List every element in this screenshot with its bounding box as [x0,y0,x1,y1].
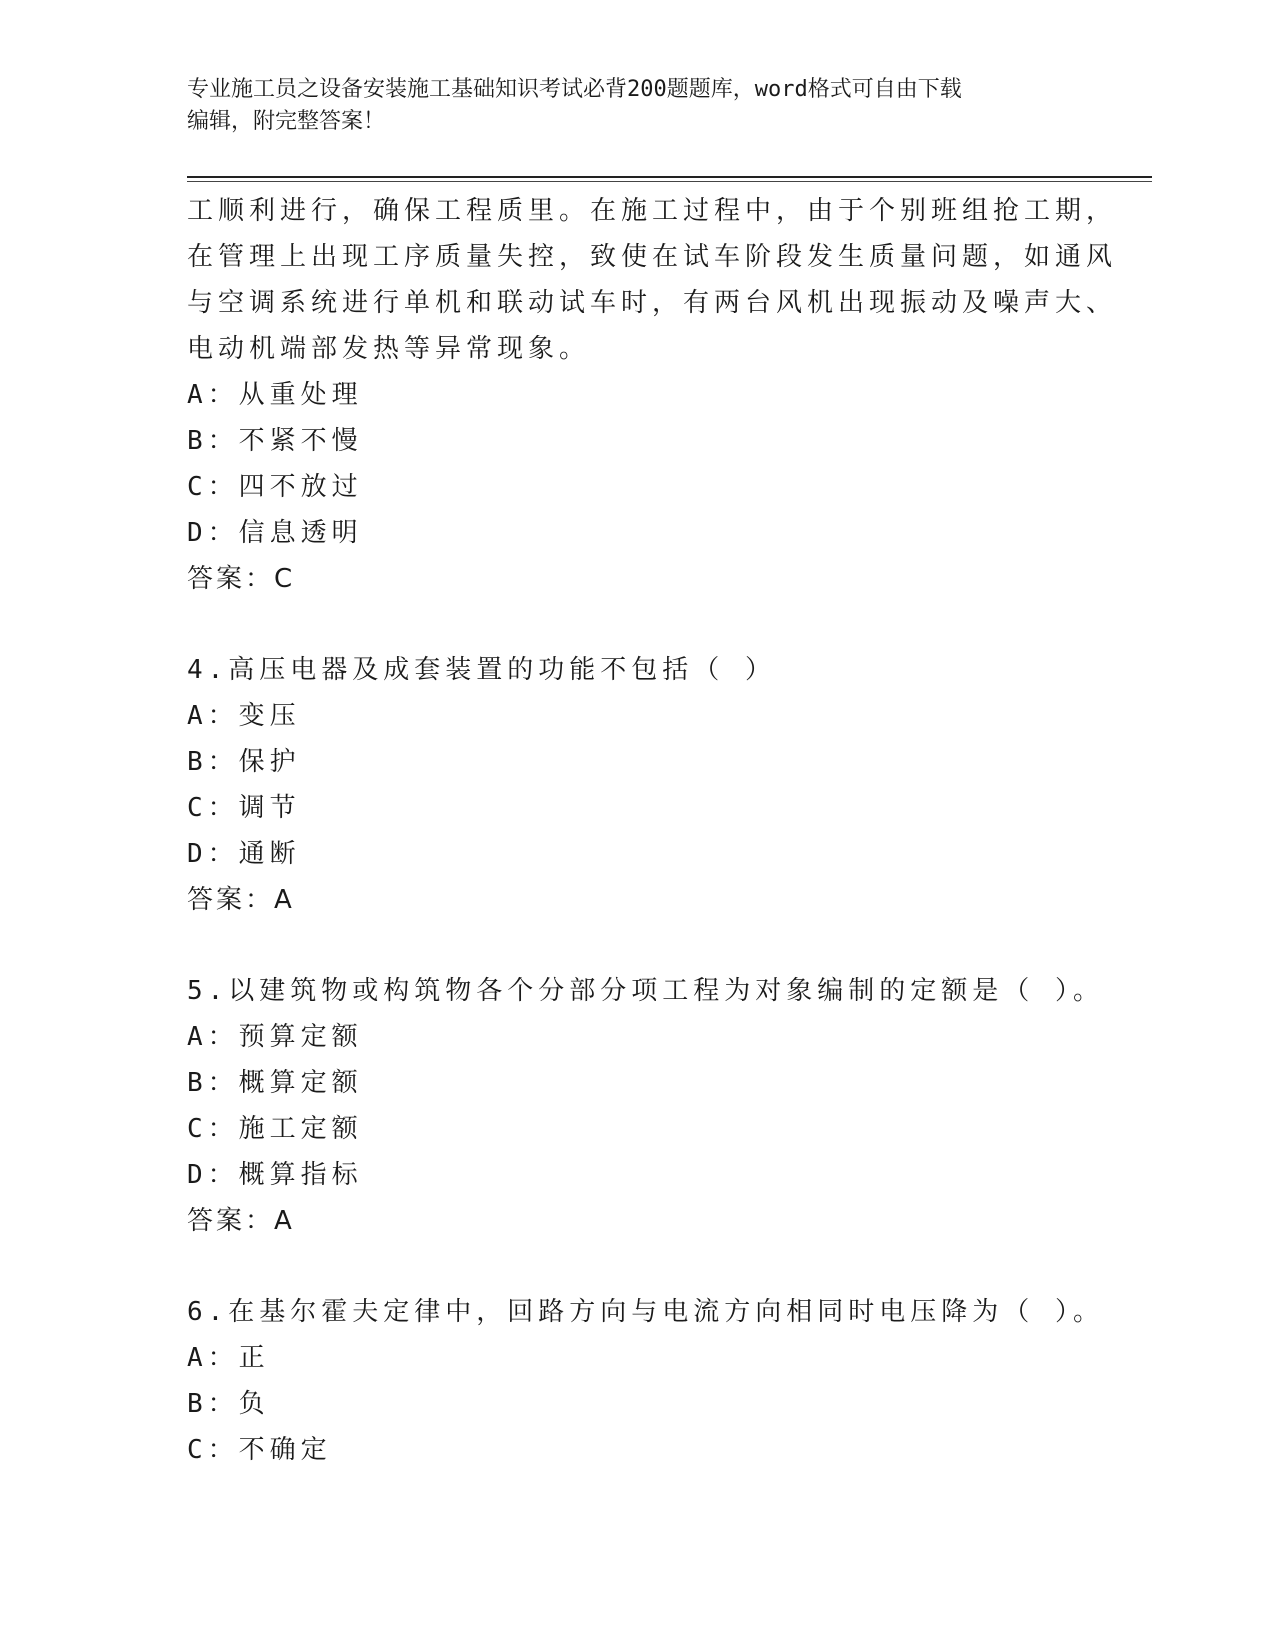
option-a: A：从重处理 [187,380,363,410]
option-b: B：保护 [187,747,301,777]
question-text-line: 工顺利进行，确保工程质里。在施工过程中，由于个别班组抢工期， [187,196,1118,226]
question-text-line: 与空调系统进行单机和联动试车时，有两台风机出现振动及噪声大、 [187,288,1118,318]
option-b: B：不紧不慢 [187,426,363,456]
question-text-line: 在管理上出现工序质量失控，致使在试车阶段发生质量问题，如通风 [187,242,1118,272]
option-a: A：正 [187,1343,270,1373]
header-divider-thick [187,176,1152,178]
option-d: D：通断 [187,839,301,869]
question-text-line: 电动机端部发热等异常现象。 [187,334,591,364]
option-c: C：不确定 [187,1435,332,1465]
option-b: B：负 [187,1389,270,1419]
question-text: 4.高压电器及成套装置的功能不包括（ ） [187,655,776,685]
header-divider-thin [187,181,1152,182]
option-b: B：概算定额 [187,1068,363,1098]
question-6 [187,1289,1107,1473]
question-5 [187,968,1107,1244]
question-3-continuation [187,188,1118,602]
answer: 答案：A [187,885,295,915]
answer: 答案：C [187,564,296,594]
document-body [187,188,1118,1473]
option-d: D：信息透明 [187,518,363,548]
header-title-line-2: 编辑，附完整答案！ [187,109,386,134]
option-d: D：概算指标 [187,1160,363,1190]
header-title-line-1: 专业施工员之设备安装施工基础知识考试必背200题题库，word格式可自由下载 [187,77,962,102]
question-text: 6.在基尔霍夫定律中，回路方向与电流方向相同时电压降为（ ）。 [187,1297,1104,1327]
option-a: A：变压 [187,701,301,731]
answer: 答案：A [187,1206,295,1236]
option-c: C：四不放过 [187,472,363,502]
option-c: C：施工定额 [187,1114,363,1144]
document-header [187,74,1087,138]
question-text: 5.以建筑物或构筑物各个分部分项工程为对象编制的定额是（ ）。 [187,976,1104,1006]
option-c: C：调节 [187,793,301,823]
question-4 [187,647,1107,923]
option-a: A：预算定额 [187,1022,363,1052]
